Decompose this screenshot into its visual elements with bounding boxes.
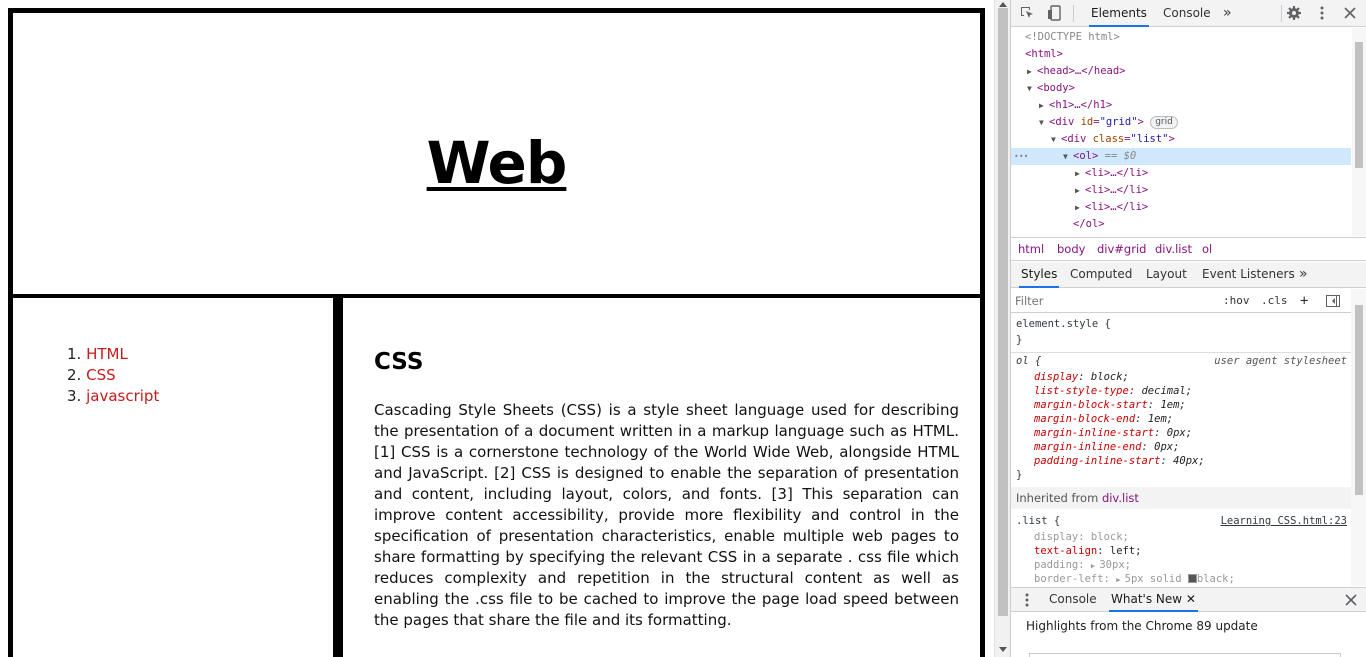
li-tag: <li>…</li> xyxy=(1085,201,1149,213)
expand-triangle-icon[interactable]: ▶ xyxy=(1039,101,1044,110)
div-tag: <div xyxy=(1049,116,1081,128)
li-tag: <li>…</li> xyxy=(1085,184,1149,196)
site-header xyxy=(8,8,985,298)
site-title[interactable]: Web xyxy=(426,129,567,197)
more-options-icon[interactable] xyxy=(1314,5,1330,21)
attr-value: "list" xyxy=(1130,133,1169,145)
expand-triangle-icon[interactable]: ▶ xyxy=(1075,169,1080,178)
collapse-triangle-icon[interactable]: ▼ xyxy=(1063,152,1068,161)
attr-name: id xyxy=(1080,116,1094,128)
breadcrumb-ol[interactable]: ol xyxy=(1202,242,1213,256)
style-property-inactive[interactable]: display: block; xyxy=(1034,531,1129,543)
page-scrollbar[interactable] xyxy=(994,0,1010,657)
style-property[interactable]: display: block; xyxy=(1034,371,1129,383)
node-actions-dots[interactable]: ••• xyxy=(1014,152,1029,161)
nav-link-html[interactable]: HTML xyxy=(86,345,128,363)
tab-computed[interactable]: Computed xyxy=(1070,267,1133,281)
head-tag: <head>…</head> xyxy=(1037,65,1126,77)
drawer-toolbar xyxy=(1011,587,1366,612)
class-toggle-button[interactable]: .cls xyxy=(1261,294,1288,307)
styles-pane xyxy=(1011,314,1351,586)
hover-state-button[interactable]: :hov xyxy=(1223,294,1250,307)
page-scroll-thumb[interactable] xyxy=(998,8,1008,616)
toolbar-separator xyxy=(1281,5,1282,22)
devtools-panel xyxy=(1010,0,1366,657)
more-sidebar-tabs-button[interactable]: » xyxy=(1299,266,1308,282)
styles-filter-input[interactable] xyxy=(1015,292,1211,310)
grid-badge[interactable]: grid xyxy=(1150,116,1178,129)
body-tag: <body> xyxy=(1037,82,1075,94)
close-drawer-icon[interactable] xyxy=(1343,592,1359,608)
nav-item-css xyxy=(67,365,159,386)
tab-styles[interactable]: Styles xyxy=(1019,262,1059,288)
expand-triangle-icon[interactable]: ▶ xyxy=(1027,67,1032,76)
dom-node-ol-selected[interactable] xyxy=(1011,148,1351,165)
more-tabs-button[interactable]: » xyxy=(1223,5,1232,21)
drawer-menu-icon[interactable] xyxy=(1019,592,1035,608)
nav-link-css[interactable]: CSS xyxy=(86,366,116,384)
content-grid xyxy=(8,294,985,657)
style-property[interactable]: margin-inline-end: 0px; xyxy=(1034,441,1180,453)
list-rule-selector[interactable]: .list { xyxy=(1016,515,1061,527)
styles-scroll-thumb[interactable] xyxy=(1355,305,1363,495)
collapse-triangle-icon[interactable]: ▼ xyxy=(1051,135,1056,144)
style-property[interactable]: padding-inline-start: 40px; xyxy=(1034,455,1205,467)
nav-item-number: 1. xyxy=(67,345,82,363)
tab-event-listeners[interactable]: Event Listeners xyxy=(1202,267,1295,281)
new-style-rule-button[interactable]: + xyxy=(1300,293,1309,309)
styles-scrollbar[interactable] xyxy=(1351,289,1366,586)
html-tag: <html> xyxy=(1025,48,1063,60)
color-swatch-icon[interactable] xyxy=(1188,574,1197,583)
style-property[interactable]: margin-block-start: 1em; xyxy=(1034,399,1186,411)
ol-close-tag: </ol> xyxy=(1073,218,1105,230)
nav-column xyxy=(13,294,330,657)
drawer-tab-whats-new[interactable] xyxy=(1109,588,1198,612)
ol-tag: <ol> xyxy=(1073,150,1099,162)
inherited-label: Inherited from xyxy=(1016,491,1102,505)
scroll-up-icon[interactable] xyxy=(999,2,1007,7)
content-body: Cascading Style Sheets (CSS) is a style sheet language used for describing the presentation of a document written in a markup language such as HTML. [1] CSS is a cornerstone technology of the World Wide Web, alongside HTML and JavaScript. [2] CSS is designed to enable the separation of presentation and content, including layout, colors, and fonts. [3] This separation can improve content accessibility, provide more flexibility and control in the specification of presentation characteristics, enable multiple web pages to share formatting by specifying the relevant CSS in a separate . css file which reduces complexity and repetition in the structural content as well as enabling the .css file to be cached to improve the page load speed between the pages that share the file and its formatting. xyxy=(374,401,959,629)
inherited-from-link[interactable]: div.list xyxy=(1101,491,1139,505)
devtools-toolbar xyxy=(1011,0,1366,27)
whats-new-card xyxy=(1029,653,1341,657)
dom-node-li[interactable] xyxy=(1011,182,1351,199)
toggle-sidebar-icon[interactable] xyxy=(1325,293,1341,309)
attr-value: "grid" xyxy=(1099,116,1138,128)
dom-node-li[interactable] xyxy=(1011,199,1351,216)
style-property[interactable]: margin-block-end: 1em; xyxy=(1034,413,1174,425)
sidebar-tabs xyxy=(1011,262,1366,288)
rule-close-brace: } xyxy=(1016,469,1023,481)
nav-item-html xyxy=(67,344,159,365)
nav-item-number: 2. xyxy=(67,366,82,384)
li-tag: <li>…</li> xyxy=(1085,167,1149,179)
close-tab-icon[interactable]: ✕ xyxy=(1185,592,1196,606)
whats-new-label: What's New xyxy=(1111,592,1183,606)
content-column xyxy=(343,294,980,657)
rule-divider xyxy=(1011,352,1351,353)
expand-triangle-icon[interactable]: ▶ xyxy=(1075,203,1080,212)
element-style-rule[interactable]: element.style { xyxy=(1016,318,1111,330)
expand-triangle-icon[interactable]: ▶ xyxy=(1075,186,1080,195)
whats-new-heading: Highlights from the Chrome 89 update xyxy=(1026,619,1258,633)
breadcrumb-div-grid[interactable]: div#grid xyxy=(1097,242,1147,256)
dom-node-body[interactable] xyxy=(1011,80,1351,97)
tab-layout[interactable]: Layout xyxy=(1146,267,1187,281)
close-devtools-icon[interactable] xyxy=(1342,5,1358,21)
dom-node-doctype[interactable] xyxy=(1011,29,1351,46)
inspect-element-icon[interactable] xyxy=(1019,5,1035,21)
tag-close: > xyxy=(1168,133,1175,145)
style-property[interactable]: margin-inline-start: 0px; xyxy=(1034,427,1193,439)
breadcrumb-div-list[interactable]: div.list xyxy=(1155,242,1192,256)
selected-marker: == $0 xyxy=(1098,150,1137,162)
dom-node-li[interactable] xyxy=(1011,165,1351,182)
dom-tree xyxy=(1011,28,1366,236)
nav-item-number: 3. xyxy=(67,387,82,405)
tab-console[interactable]: Console xyxy=(1163,6,1211,20)
breadcrumb-html[interactable]: html xyxy=(1018,242,1045,256)
ol-rule-source: user agent stylesheet xyxy=(1214,355,1347,367)
style-property[interactable]: text-align: left; xyxy=(1034,545,1142,557)
nav-item-javascript xyxy=(67,386,159,407)
breadcrumb xyxy=(1011,237,1366,261)
attr-name: class xyxy=(1092,133,1125,145)
dom-node-head[interactable] xyxy=(1011,63,1351,80)
collapse-triangle-icon[interactable]: ▼ xyxy=(1039,118,1044,127)
styles-filter-bar xyxy=(1011,289,1351,313)
list-rule-source-link[interactable]: Learning CSS.html:23 xyxy=(1220,515,1347,527)
collapse-triangle-icon[interactable]: ▼ xyxy=(1027,84,1032,93)
scroll-down-icon[interactable] xyxy=(999,647,1007,652)
dom-node-div-list[interactable]: ▼ <div class="list"> xyxy=(1011,131,1351,148)
style-property[interactable]: list-style-type: decimal; xyxy=(1034,385,1193,397)
style-property-inactive[interactable]: padding: ▶ 30px; xyxy=(1034,559,1131,571)
nav-list xyxy=(67,344,159,407)
ol-rule-selector[interactable]: ol { xyxy=(1016,355,1042,367)
dom-tree-scrollbar[interactable] xyxy=(1352,28,1366,236)
tag-close: > xyxy=(1137,116,1144,128)
dom-scroll-thumb[interactable] xyxy=(1355,42,1363,168)
h1-tag: <h1>…</h1> xyxy=(1049,99,1113,111)
drawer-tab-console[interactable]: Console xyxy=(1049,592,1097,606)
doctype-text: <!DOCTYPE html> xyxy=(1025,31,1120,43)
dom-node-div-grid[interactable]: ▼ <div id="grid"> grid xyxy=(1011,114,1351,131)
dom-node-ol-close[interactable] xyxy=(1011,216,1351,233)
rule-close-brace: } xyxy=(1016,334,1023,346)
column-divider xyxy=(333,294,343,657)
tab-elements[interactable]: Elements xyxy=(1089,0,1149,27)
div-tag: <div xyxy=(1061,133,1093,145)
inherited-from-header xyxy=(1011,487,1351,509)
toolbar-separator xyxy=(1073,5,1074,22)
nav-link-javascript[interactable]: javascript xyxy=(86,387,160,405)
content-title: CSS xyxy=(374,349,424,375)
device-toolbar-icon[interactable] xyxy=(1047,5,1063,21)
whats-new-panel xyxy=(1011,613,1366,657)
settings-gear-icon[interactable] xyxy=(1286,5,1302,21)
dom-node-html[interactable] xyxy=(1011,46,1351,63)
breadcrumb-body[interactable]: body xyxy=(1057,242,1086,256)
style-property-inactive[interactable]: border-left: ▶ 5px solid black; xyxy=(1034,573,1235,585)
dom-node-h1[interactable] xyxy=(1011,97,1351,114)
